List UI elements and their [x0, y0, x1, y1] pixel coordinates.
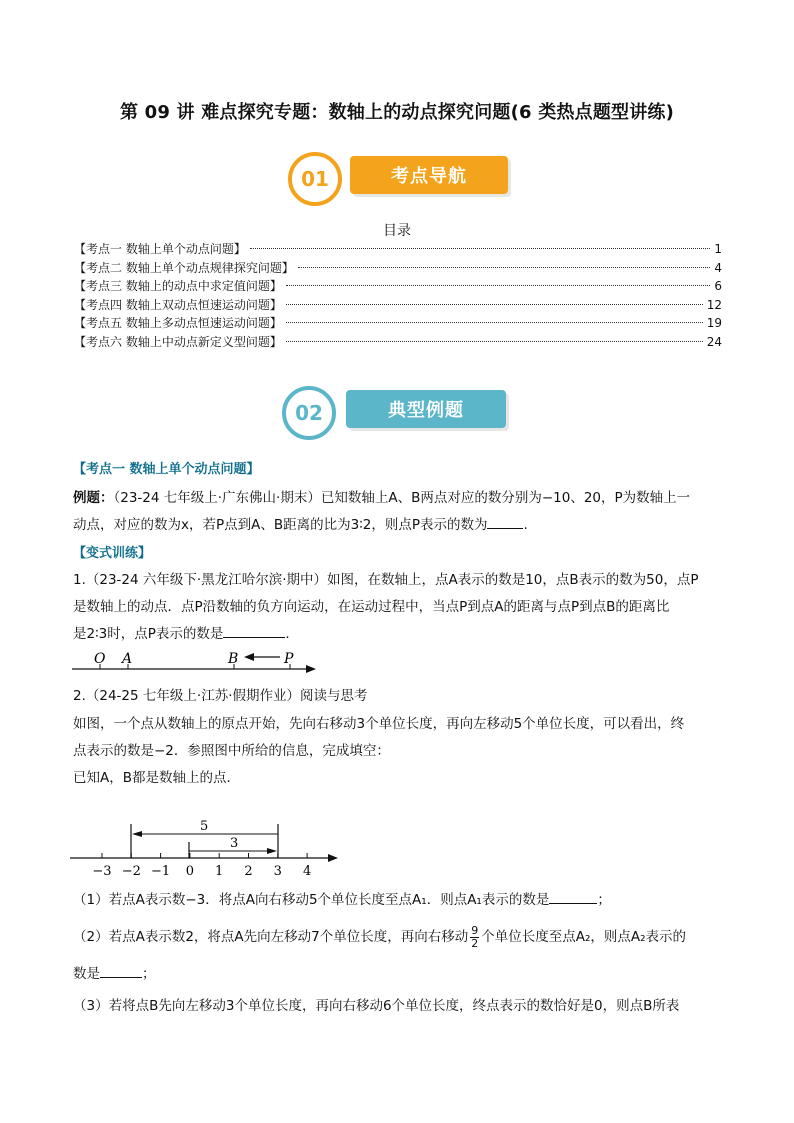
toc-item[interactable]	[74, 277, 722, 296]
toc-item-label: 【考点六 数轴上中动点新定义型问题】	[74, 334, 282, 349]
number-line-figure-2	[68, 812, 348, 882]
question-text: 是数轴上的动点．点P沿数轴的负方向运动，在运动过程中，当点P到点A的距离与点P到点B的距离比	[73, 599, 670, 615]
subquestion-line	[73, 962, 723, 982]
tick-label: −1	[151, 864, 171, 879]
fraction	[470, 925, 479, 950]
toc-item-label: 【考点三 数轴上的动点中求定值问题】	[74, 279, 282, 293]
badge-number: 01	[301, 167, 329, 191]
toc-item-label: 【考点五 数轴上多动点恒速运动问题】	[74, 316, 282, 330]
subquestion-line	[73, 994, 723, 1014]
question-text: 点表示的数是−2．参照图中所给的信息，完成填空：	[73, 743, 390, 759]
example-text: 动点，对应的数为x，若P点到A、B距离的比为3∶2，则点P表示的数为	[73, 517, 488, 533]
point-label-o: O	[94, 651, 106, 667]
answer-blank[interactable]	[223, 637, 285, 638]
punctuation: ；	[142, 966, 156, 982]
example-line	[73, 486, 723, 506]
tick-label: 4	[302, 864, 312, 879]
toc-item[interactable]	[74, 314, 722, 333]
fraction-numerator: 9	[471, 923, 479, 937]
question-text: 如图，一个点从数轴上的原点开始，先向右移动3个单位长度，再向左移动5个单位长度，可以看出，终	[73, 716, 685, 732]
toc-item-label: 【考点一 数轴上单个动点问题】	[74, 242, 246, 256]
subquestion-text: （1）若点A表示数−3．将点A向右移动5个单位长度至点A₁．则点A₁表示的数是	[73, 892, 550, 908]
variant-heading: 【变式训练】	[73, 546, 152, 561]
question-line	[73, 739, 723, 759]
badge-label: 典型例题	[388, 400, 464, 421]
point-label-p: P	[284, 651, 294, 667]
subquestion-text: 个单位长度至点A₂，则点A₂表示的	[481, 929, 687, 945]
toc-item-label: 【考点四 数轴上双动点恒速运动问题】	[74, 297, 282, 312]
toc-item-page: 24	[706, 334, 722, 349]
badge-number: 02	[295, 401, 323, 425]
toc-item-page: 1	[714, 242, 722, 256]
question-line	[73, 568, 723, 588]
example-text: （23-24 七年级上·广东佛山·期末）已知数轴上A、B两点对应的数分别为−10、20，P为数轴上一	[113, 490, 691, 506]
badge-label: 考点导航	[391, 166, 467, 187]
example-label: 例题：	[73, 490, 114, 506]
tick-label: 3	[273, 864, 282, 879]
table-of-contents	[74, 240, 722, 351]
punctuation: .	[523, 517, 528, 533]
question-line	[73, 684, 723, 704]
section-heading: 【考点一 数轴上单个动点问题】	[73, 462, 260, 477]
toc-title: 目录	[383, 223, 411, 239]
subquestion-line	[73, 922, 723, 952]
toc-item-page: 12	[706, 297, 722, 312]
tick-label: 2	[244, 864, 253, 879]
tick-label: −2	[121, 864, 141, 879]
fraction-denominator: 2	[471, 936, 479, 950]
question-line	[73, 622, 723, 642]
subquestion-text: （3）若将点B先向左移动3个单位长度，再向右移动6个单位长度，终点表示的数恰好是0，则点B所表	[73, 998, 680, 1014]
toc-item[interactable]	[74, 240, 722, 259]
punctuation: ．	[285, 626, 299, 642]
example-line	[73, 513, 723, 533]
toc-item-label: 【考点二 数轴上单个动点规律探究问题】	[74, 260, 294, 275]
tick-label: 0	[185, 864, 195, 879]
question-line	[73, 712, 723, 732]
question-text: 1.（23-24 六年级下·黑龙江哈尔滨·期中）如图，在数轴上，点A表示的数是10，点B表示的数为50，点P	[73, 572, 699, 588]
answer-blank[interactable]	[549, 903, 597, 904]
tick-label: −3	[92, 864, 112, 879]
punctuation: ；	[597, 892, 611, 908]
toc-item[interactable]	[74, 333, 722, 352]
answer-blank[interactable]	[100, 977, 142, 978]
badge-number-circle	[288, 152, 342, 206]
arrow-label-top: 5	[200, 819, 209, 834]
toc-item-page: 6	[714, 279, 722, 293]
question-line	[73, 595, 723, 615]
section-badge-examples	[280, 384, 520, 444]
toc-item[interactable]	[74, 296, 722, 315]
toc-item[interactable]	[74, 259, 722, 278]
question-line	[73, 766, 723, 786]
question-text: 已知A，B都是数轴上的点．	[73, 770, 240, 786]
point-label-a: A	[122, 651, 133, 667]
page-title: 第 09 讲 难点探究专题：数轴上的动点探究问题(6 类热点题型讲练)	[119, 102, 675, 123]
subquestion-line	[73, 888, 723, 908]
answer-blank[interactable]	[487, 528, 523, 529]
badge-label-box	[346, 390, 506, 428]
toc-item-page: 19	[706, 316, 722, 330]
toc-item-page: 4	[714, 260, 722, 275]
point-label-b: B	[228, 651, 239, 667]
badge-label-box	[350, 156, 508, 194]
subquestion-text: 数是	[73, 966, 100, 982]
subquestion-text: （2）若点A表示数2，将点A先向左移动7个单位长度，再向右移动	[73, 929, 469, 945]
section-badge-navigation	[286, 150, 526, 210]
tick-label: 1	[215, 864, 224, 879]
number-line-figure-1	[70, 645, 330, 681]
badge-number-circle	[282, 386, 336, 440]
question-text: 是2∶3时，点P表示的数是	[73, 626, 224, 642]
question-text: 2.（24-25 七年级上·江苏·假期作业）阅读与思考	[73, 688, 368, 704]
arrow-label-bottom: 3	[230, 836, 239, 851]
